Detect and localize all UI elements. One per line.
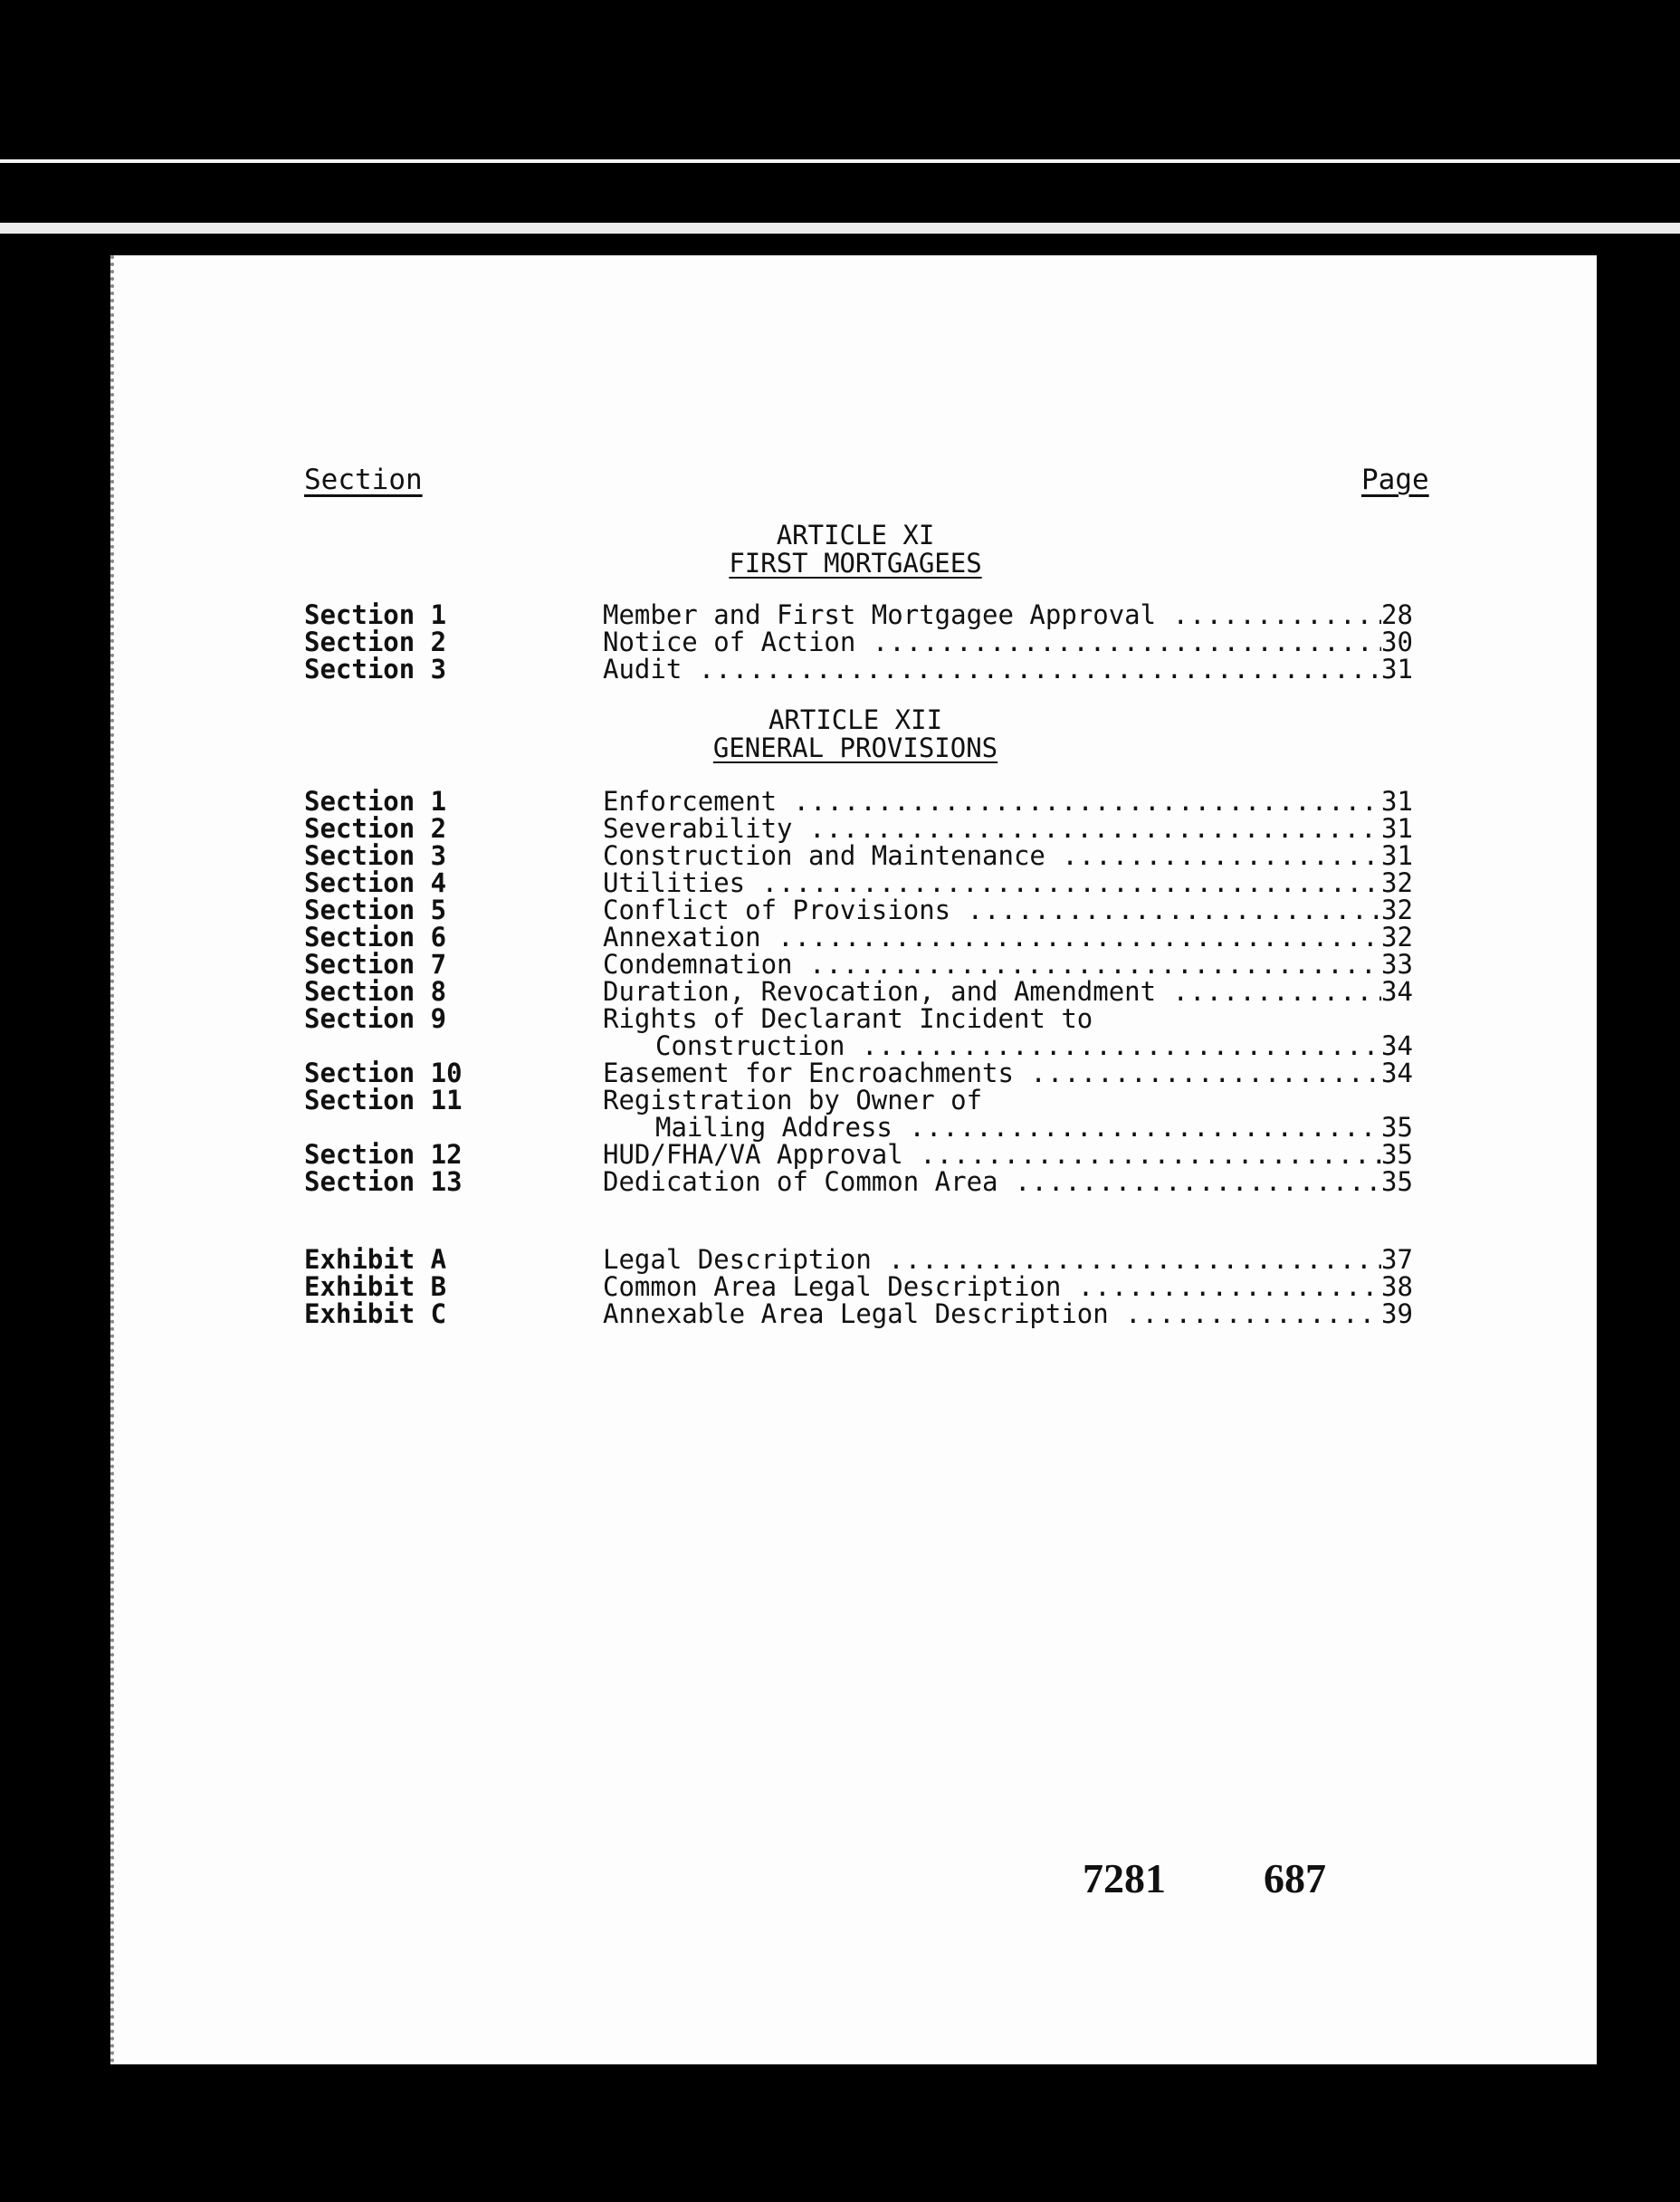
toc-entry bbox=[114, 628, 1597, 656]
toc-section: Section 8 bbox=[304, 976, 447, 1007]
toc-page: 31 bbox=[1381, 654, 1413, 685]
toc-section: Section 4 bbox=[304, 867, 447, 898]
toc-title: Enforcement ..... bbox=[603, 788, 1381, 816]
toc-entry bbox=[114, 1141, 1597, 1169]
toc-section: Section 13 bbox=[304, 1166, 463, 1197]
page-column-header: Page bbox=[1361, 464, 1429, 496]
toc-title: Registration by Owner of bbox=[603, 1087, 983, 1115]
toc-entry bbox=[114, 869, 1597, 897]
toc-page: 34 bbox=[1381, 1058, 1413, 1088]
toc-title: Audit ..... bbox=[603, 656, 1381, 684]
toc-entry bbox=[114, 1087, 1597, 1115]
toc-page: 35 bbox=[1381, 1112, 1413, 1143]
toc-section: Section 7 bbox=[304, 949, 447, 980]
exhibit-label: Exhibit A bbox=[304, 1244, 447, 1275]
exhibit-entry bbox=[114, 1273, 1597, 1301]
exhibit-title: Common Area Legal Description ..... bbox=[603, 1273, 1381, 1301]
toc-page: 31 bbox=[1381, 813, 1413, 844]
article-title: GENERAL PROVISIONS bbox=[712, 732, 998, 763]
article-heading bbox=[114, 706, 1597, 762]
document-page bbox=[110, 255, 1597, 2064]
toc-section: Section 3 bbox=[304, 840, 447, 871]
toc-title: Construction and Maintenance ..... bbox=[603, 842, 1381, 870]
toc-page: 34 bbox=[1381, 1030, 1413, 1061]
toc-title: HUD/FHA/VA Approval ..... bbox=[603, 1141, 1381, 1169]
toc-page: 31 bbox=[1381, 840, 1413, 871]
scan-edge-top bbox=[0, 159, 1680, 163]
article-number: ARTICLE XI bbox=[776, 520, 935, 550]
toc-page: 35 bbox=[1381, 1166, 1413, 1197]
exhibit-page: 37 bbox=[1381, 1244, 1413, 1275]
article-number: ARTICLE XII bbox=[768, 704, 943, 735]
toc-title: Condemnation ..... bbox=[603, 951, 1381, 979]
toc-title: Conflict of Provisions ..... bbox=[603, 896, 1381, 924]
toc-section: Section 11 bbox=[304, 1085, 463, 1115]
exhibit-label: Exhibit C bbox=[304, 1298, 447, 1329]
toc-entry-continuation bbox=[114, 1032, 1597, 1060]
article-heading bbox=[114, 522, 1597, 578]
page-number-stamp: 687 bbox=[1264, 1855, 1326, 1901]
toc-page: 32 bbox=[1381, 895, 1413, 925]
toc-page: 28 bbox=[1381, 599, 1413, 630]
toc-title: Annexation ..... bbox=[603, 924, 1381, 952]
toc-section: Section 1 bbox=[304, 786, 447, 817]
toc-title: Member and First Mortgagee Approval ..... bbox=[603, 601, 1381, 629]
toc-section: Section 1 bbox=[304, 599, 447, 630]
toc-section: Section 2 bbox=[304, 813, 447, 844]
toc-page: 33 bbox=[1381, 949, 1413, 980]
exhibit-entry bbox=[114, 1300, 1597, 1328]
toc-title: Severability ..... bbox=[603, 815, 1381, 843]
exhibit-page: 38 bbox=[1381, 1271, 1413, 1302]
exhibit-entry bbox=[114, 1246, 1597, 1274]
toc-section: Section 5 bbox=[304, 895, 447, 925]
toc-section: Section 3 bbox=[304, 654, 447, 685]
section-column-header: Section bbox=[304, 464, 423, 496]
toc-page: 31 bbox=[1381, 786, 1413, 817]
toc-entry bbox=[114, 924, 1597, 952]
toc-title: Utilities ..... bbox=[603, 869, 1381, 897]
toc-title: Duration, Revocation, and Amendment ..... bbox=[603, 978, 1381, 1006]
toc-entry bbox=[114, 1168, 1597, 1196]
article-title: FIRST MORTGAGEES bbox=[729, 548, 982, 579]
toc-entry bbox=[114, 601, 1597, 629]
toc-page: 35 bbox=[1381, 1139, 1413, 1170]
toc-entry bbox=[114, 815, 1597, 843]
scan-edge-band bbox=[0, 223, 1680, 234]
toc-entry bbox=[114, 951, 1597, 979]
toc-section: Section 12 bbox=[304, 1139, 463, 1170]
toc-title: Easement for Encroachments ..... bbox=[603, 1059, 1381, 1087]
toc-page: 32 bbox=[1381, 867, 1413, 898]
exhibit-label: Exhibit B bbox=[304, 1271, 447, 1302]
exhibit-title: Legal Description ..... bbox=[603, 1246, 1381, 1274]
toc-entry bbox=[114, 842, 1597, 870]
toc-section: Section 6 bbox=[304, 922, 447, 953]
toc-page: 32 bbox=[1381, 922, 1413, 953]
book-number-stamp: 7281 bbox=[1083, 1855, 1166, 1901]
toc-title-continued: Construction ..... bbox=[655, 1032, 1381, 1060]
toc-section: Section 10 bbox=[304, 1058, 463, 1088]
toc-entry bbox=[114, 978, 1597, 1006]
exhibit-title: Annexable Area Legal Description ..... bbox=[603, 1300, 1381, 1328]
toc-title: Notice of Action ..... bbox=[603, 628, 1381, 656]
toc-page: 30 bbox=[1381, 627, 1413, 657]
toc-title-continued: Mailing Address ..... bbox=[655, 1114, 1381, 1142]
toc-title: Rights of Declarant Incident to bbox=[603, 1005, 1093, 1033]
toc-title: Dedication of Common Area ..... bbox=[603, 1168, 1381, 1196]
toc-page: 34 bbox=[1381, 976, 1413, 1007]
toc-entry bbox=[114, 896, 1597, 924]
toc-entry-continuation bbox=[114, 1114, 1597, 1142]
toc-section: Section 9 bbox=[304, 1003, 447, 1034]
toc-entry bbox=[114, 656, 1597, 684]
exhibit-page: 39 bbox=[1381, 1298, 1413, 1329]
toc-section: Section 2 bbox=[304, 627, 447, 657]
toc-entry bbox=[114, 788, 1597, 816]
toc-entry bbox=[114, 1059, 1597, 1087]
toc-entry bbox=[114, 1005, 1597, 1033]
